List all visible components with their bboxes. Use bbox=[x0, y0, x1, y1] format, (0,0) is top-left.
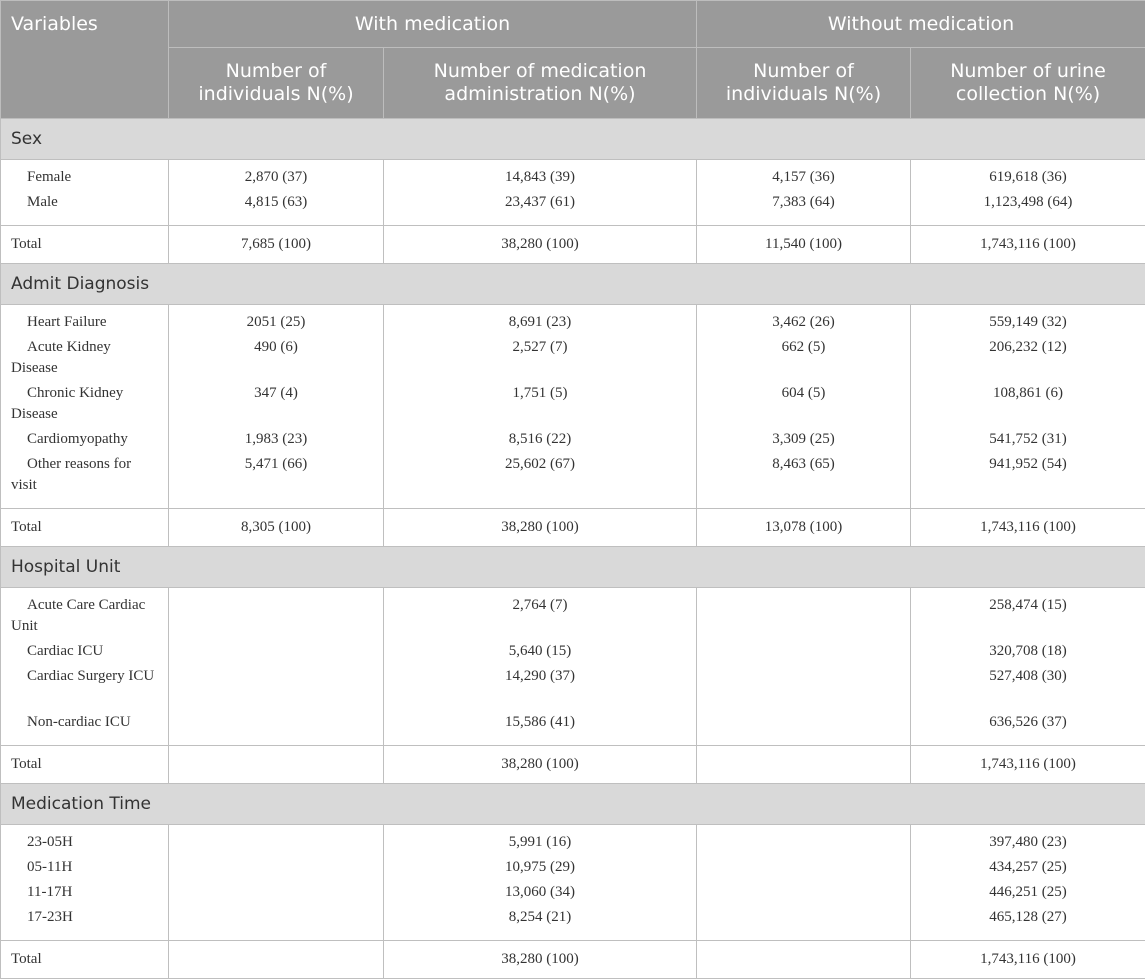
row-label: 11-17H bbox=[11, 882, 160, 903]
table-cell: 347 (4) bbox=[169, 383, 383, 429]
table-cell: 559,149 (32) bbox=[911, 312, 1145, 337]
total-cell: 1,743,116 (100) bbox=[911, 941, 1145, 979]
table-cell: 941,952 (54) bbox=[911, 454, 1145, 500]
table-cell bbox=[697, 641, 910, 666]
section-row bbox=[1, 264, 1145, 305]
table-cell bbox=[169, 882, 383, 907]
values-column bbox=[911, 305, 1145, 509]
table-cell: 14,843 (39) bbox=[384, 167, 696, 192]
row-labels bbox=[1, 160, 169, 226]
values-column bbox=[697, 160, 911, 226]
table-cell: 3,462 (26) bbox=[697, 312, 910, 337]
values-column bbox=[169, 588, 384, 746]
total-label: Total bbox=[1, 941, 169, 979]
table-cell: 2,527 (7) bbox=[384, 337, 696, 383]
total-cell: 1,743,116 (100) bbox=[911, 226, 1145, 264]
values-column bbox=[384, 160, 697, 226]
table-cell: 662 (5) bbox=[697, 337, 910, 383]
row-label: Heart Failure bbox=[11, 312, 160, 333]
table-cell: 2,870 (37) bbox=[169, 167, 383, 192]
section-title: Sex bbox=[1, 119, 1145, 160]
table-cell bbox=[169, 712, 383, 737]
table-cell: 23,437 (61) bbox=[384, 192, 696, 217]
values-column bbox=[169, 825, 384, 941]
total-row bbox=[1, 226, 1145, 264]
column-header: Number of individuals N(%) bbox=[169, 48, 384, 119]
row-label: Cardiac Surgery ICU bbox=[11, 666, 160, 687]
total-cell bbox=[697, 746, 911, 784]
table-cell bbox=[697, 882, 910, 907]
total-cell: 7,685 (100) bbox=[169, 226, 384, 264]
column-header: Number of urine collection N(%) bbox=[911, 48, 1145, 119]
table-cell: 490 (6) bbox=[169, 337, 383, 383]
values-column bbox=[697, 588, 911, 746]
row-label: Other reasons for visit bbox=[11, 454, 160, 496]
table-cell: 3,309 (25) bbox=[697, 429, 910, 454]
row-label: 05-11H bbox=[11, 857, 160, 878]
total-cell: 1,743,116 (100) bbox=[911, 746, 1145, 784]
section-row bbox=[1, 784, 1145, 825]
table-cell: 8,691 (23) bbox=[384, 312, 696, 337]
table-cell bbox=[697, 666, 910, 712]
row-label: Acute Care Cardiac Unit bbox=[11, 595, 160, 637]
table-cell bbox=[697, 857, 910, 882]
table-cell bbox=[697, 595, 910, 641]
row-label: Male bbox=[11, 192, 160, 213]
column-header: Number of individuals N(%) bbox=[697, 48, 911, 119]
table-body bbox=[1, 119, 1145, 979]
table-cell bbox=[169, 666, 383, 712]
table-cell: 13,060 (34) bbox=[384, 882, 696, 907]
table-cell: 1,983 (23) bbox=[169, 429, 383, 454]
values-column bbox=[169, 160, 384, 226]
values-column bbox=[384, 588, 697, 746]
row-labels bbox=[1, 588, 169, 746]
total-label: Total bbox=[1, 226, 169, 264]
table-cell: 8,254 (21) bbox=[384, 907, 696, 932]
row-label: 17-23H bbox=[11, 907, 160, 928]
total-cell: 13,078 (100) bbox=[697, 509, 911, 547]
table-cell: 1,751 (5) bbox=[384, 383, 696, 429]
table-cell: 14,290 (37) bbox=[384, 666, 696, 712]
table-cell: 258,474 (15) bbox=[911, 595, 1145, 641]
table-header bbox=[1, 1, 1145, 119]
section-row bbox=[1, 547, 1145, 588]
table-cell bbox=[697, 907, 910, 932]
table-cell: 434,257 (25) bbox=[911, 857, 1145, 882]
table-cell: 397,480 (23) bbox=[911, 832, 1145, 857]
table-cell: 5,640 (15) bbox=[384, 641, 696, 666]
total-cell bbox=[169, 746, 384, 784]
table-cell: 2,764 (7) bbox=[384, 595, 696, 641]
column-header: Number of medication administration N(%) bbox=[384, 48, 697, 119]
data-block bbox=[1, 588, 1145, 746]
table-cell: 604 (5) bbox=[697, 383, 910, 429]
table-cell: 4,815 (63) bbox=[169, 192, 383, 217]
table-cell bbox=[169, 832, 383, 857]
total-label: Total bbox=[1, 509, 169, 547]
values-column bbox=[911, 825, 1145, 941]
table-cell bbox=[697, 832, 910, 857]
row-label: Chronic Kidney Disease bbox=[11, 383, 160, 425]
values-column bbox=[384, 305, 697, 509]
data-block bbox=[1, 825, 1145, 941]
table-cell: 636,526 (37) bbox=[911, 712, 1145, 737]
total-cell: 38,280 (100) bbox=[384, 226, 697, 264]
table-cell: 15,586 (41) bbox=[384, 712, 696, 737]
without-medication-header: Without medication bbox=[697, 1, 1145, 48]
table-cell: 619,618 (36) bbox=[911, 167, 1145, 192]
row-label: Cardiomyopathy bbox=[11, 429, 160, 450]
row-label: Non-cardiac ICU bbox=[11, 712, 160, 733]
table-cell bbox=[169, 641, 383, 666]
total-cell: 11,540 (100) bbox=[697, 226, 911, 264]
values-column bbox=[911, 588, 1145, 746]
total-cell: 38,280 (100) bbox=[384, 509, 697, 547]
table-cell: 446,251 (25) bbox=[911, 882, 1145, 907]
row-label: 23-05H bbox=[11, 832, 160, 853]
section-title: Hospital Unit bbox=[1, 547, 1145, 588]
table-cell: 541,752 (31) bbox=[911, 429, 1145, 454]
table-cell bbox=[697, 712, 910, 737]
table-cell: 5,471 (66) bbox=[169, 454, 383, 500]
section-title: Admit Diagnosis bbox=[1, 264, 1145, 305]
row-label: Female bbox=[11, 167, 160, 188]
table-cell: 206,232 (12) bbox=[911, 337, 1145, 383]
total-cell: 38,280 (100) bbox=[384, 746, 697, 784]
table-cell: 8,516 (22) bbox=[384, 429, 696, 454]
table-cell bbox=[169, 907, 383, 932]
values-column bbox=[384, 825, 697, 941]
table-cell: 320,708 (18) bbox=[911, 641, 1145, 666]
table-cell: 108,861 (6) bbox=[911, 383, 1145, 429]
total-label: Total bbox=[1, 746, 169, 784]
row-label: Acute Kidney Disease bbox=[11, 337, 160, 379]
table-cell: 8,463 (65) bbox=[697, 454, 910, 500]
data-block bbox=[1, 160, 1145, 226]
table-cell: 527,408 (30) bbox=[911, 666, 1145, 712]
section-title: Medication Time bbox=[1, 784, 1145, 825]
total-cell: 1,743,116 (100) bbox=[911, 509, 1145, 547]
values-column bbox=[911, 160, 1145, 226]
table-cell: 25,602 (67) bbox=[384, 454, 696, 500]
table-cell bbox=[169, 595, 383, 641]
row-labels bbox=[1, 825, 169, 941]
table-cell bbox=[169, 857, 383, 882]
values-column bbox=[169, 305, 384, 509]
section-row bbox=[1, 119, 1145, 160]
table-cell: 5,991 (16) bbox=[384, 832, 696, 857]
table-cell: 10,975 (29) bbox=[384, 857, 696, 882]
table-cell: 7,383 (64) bbox=[697, 192, 910, 217]
variables-header: Variables bbox=[1, 1, 169, 119]
table-cell: 1,123,498 (64) bbox=[911, 192, 1145, 217]
row-labels bbox=[1, 305, 169, 509]
total-row bbox=[1, 746, 1145, 784]
values-column bbox=[697, 305, 911, 509]
data-block bbox=[1, 305, 1145, 509]
total-row bbox=[1, 509, 1145, 547]
with-medication-header: With medication bbox=[169, 1, 697, 48]
total-cell: 38,280 (100) bbox=[384, 941, 697, 979]
total-cell: 8,305 (100) bbox=[169, 509, 384, 547]
table-cell: 2051 (25) bbox=[169, 312, 383, 337]
row-label: Cardiac ICU bbox=[11, 641, 160, 662]
values-column bbox=[697, 825, 911, 941]
table-cell: 4,157 (36) bbox=[697, 167, 910, 192]
table-cell: 465,128 (27) bbox=[911, 907, 1145, 932]
